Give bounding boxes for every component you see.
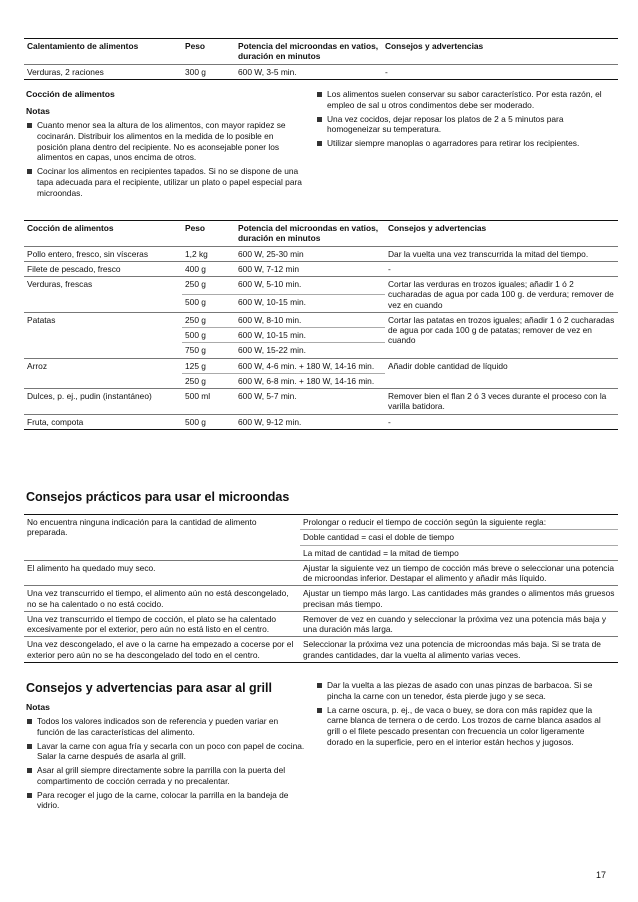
table-row: Patatas 250 g 600 W, 8-10 min. Cortar las patatas en trozos iguales; añadir 1 ó 2 cucharadas de agua por cada 100 g de patatas; remover de vez en cuando	[24, 312, 618, 327]
col-header: Consejos y advertencias	[388, 223, 487, 233]
cooking-notes-left	[26, 89, 302, 201]
notes-label: Notas	[26, 702, 50, 712]
table-row: Dulces, p. ej., pudin (instantáneo) 500 ml 600 W, 5-7 min. Remover bien el flan 2 ó 3 veces durante el proceso con la varilla batidora.	[24, 389, 618, 415]
table-row: No encuentra ninguna indicación para la cantidad de alimento preparada. Prolongar o reducir el tiempo de cocción según la siguiente regla: Doble cantidad = casi el doble de tiempo La mitad de cantidad = la mitad de tiempo	[24, 515, 618, 561]
col-header: Potencia del microondas en vatios, duración en minutos	[238, 41, 379, 62]
table-row: Verduras, frescas 250 g 600 W, 5-10 min. Cortar las verduras en trozos iguales; añadir 1 ó 2 cucharadas de agua por cada 100 g. de verdura; remover de vez en cuando	[24, 277, 618, 295]
table-subrow: 500 g 600 W, 10-15 min.	[24, 294, 618, 312]
table-row: Una vez transcurrido el tiempo de cocción, el plato se ha calentado excesivamente por el exterior, pero aún no está listo en el centro. Remover de vez en cuando y seleccionar la próxima vez una potencia más baja y una duración más larga.	[24, 611, 618, 637]
tips-heading: Consejos prácticos para usar el microondas	[26, 490, 290, 504]
notes-label: Notas	[26, 106, 50, 116]
table-row: Una vez transcurrido el tiempo, el alimento aún no está descongelado, no se ha calentado o no está cocido. Ajustar un tiempo más largo. Las cantidades más grandes o alimentos más gruesos precisan más tiempo.	[24, 586, 618, 612]
col-header: Consejos y advertencias	[385, 41, 484, 51]
table-row: Fruta, compota 500 g 600 W, 9-12 min. -	[24, 414, 618, 429]
col-header: Calentamiento de alimentos	[27, 41, 139, 51]
heating-table	[24, 38, 618, 80]
table-row: Verduras, 2 raciones 300 g 600 W, 3-5 min. -	[24, 64, 618, 79]
table-subrow: 750 g 600 W, 15-22 min.	[24, 343, 618, 358]
note-bullet: Todos los valores indicados son de referencia y pueden variar en función de las características del alimento.	[26, 716, 306, 738]
note-bullet: La carne oscura, p. ej., de vaca o buey, se dora con más rapidez que la carne blanca de ternera o de cerdo. Los trozos de carne blanca asados al grill o el filete pescado presentan con frecuencia un color ligeramente dorado en la superficie, pero en el interior están hechos y jugosos.	[316, 705, 606, 748]
note-bullet: Lavar la carne con agua fría y secarla con un poco con papel de cocina. Salar la carne después de asarla al grill.	[26, 741, 306, 763]
note-bullet: Cocinar los alimentos en recipientes tapados. Si no se dispone de una tapa adecuada para el recipiente, utilizar un plato o papel especial para microondas.	[26, 166, 302, 198]
note-bullet: Asar al grill siempre directamente sobre la parrilla con la puerta del compartimento de cocción cerrada y no precalentar.	[26, 765, 306, 787]
table-subrow: 250 g 600 W, 6-8 min. + 180 W, 14-16 min.	[24, 373, 618, 388]
tips-table	[24, 514, 618, 663]
table-row: Filete de pescado, fresco 400 g 600 W, 7-12 min -	[24, 261, 618, 276]
col-header: Cocción de alimentos	[27, 223, 114, 233]
table-row: Pollo entero, fresco, sin vísceras 1,2 kg 600 W, 25-30 min Dar la vuelta una vez transcurrida la mitad del tiempo.	[24, 246, 618, 261]
cooking-notes-right	[316, 89, 606, 152]
note-bullet: Para recoger el jugo de la carne, colocar la parrilla en la bandeja de vidrio.	[26, 790, 306, 812]
col-header: Peso	[185, 223, 206, 233]
col-header: Peso	[185, 41, 206, 51]
grill-right	[316, 680, 606, 751]
table-row: El alimento ha quedado muy seco. Ajustar la siguiente vez un tiempo de cocción más breve o seleccionar una potencia de microondas inferior. Destapar el alimento y añadir más líquido.	[24, 560, 618, 586]
note-bullet: Los alimentos suelen conservar su sabor característico. Por esta razón, el empleo de sal u otros condimentos debe ser moderado.	[316, 89, 606, 111]
table-row: Una vez descongelado, el ave o la carne ha empezado a cocerse por el exterior pero aún no se ha descongelado del todo en el centro. Seleccionar la próxima vez una potencia de microondas más baja. Si se trata de grandes cantidades, dar la vuelta al alimento varias veces.	[24, 637, 618, 663]
col-header: Potencia del microondas en vatios, duración en minutos	[238, 223, 379, 244]
note-bullet: Una vez cocidos, dejar reposar los platos de 2 a 5 minutos para homogeneizar su temperatura.	[316, 114, 606, 136]
note-bullet: Utilizar siempre manoplas o agarradores para retirar los recipientes.	[316, 138, 606, 149]
table-subrow: 500 g 600 W, 10-15 min.	[24, 328, 618, 343]
table-row: Arroz 125 g 600 W, 4-6 min. + 180 W, 14-16 min. Añadir doble cantidad de líquido	[24, 358, 618, 373]
section-heading: Cocción de alimentos	[26, 89, 115, 99]
page-number: 17	[595, 870, 606, 880]
grill-left	[26, 680, 306, 814]
note-bullet: Cuanto menor sea la altura de los alimentos, con mayor rapidez se cocinarán. Distribuir los alimentos en la medida de lo posible en posición plana dentro del recipiente. No es aconsejable poner los alimentos en capas, unos encima de otros.	[26, 120, 302, 163]
cooking-table	[24, 220, 618, 430]
note-bullet: Dar la vuelta a las piezas de asado con unas pinzas de barbacoa. Si se pincha la carne con un tenedor, ésta pierde jugo y se seca.	[316, 680, 606, 702]
grill-heading: Consejos y advertencias para asar al grill	[26, 681, 272, 695]
